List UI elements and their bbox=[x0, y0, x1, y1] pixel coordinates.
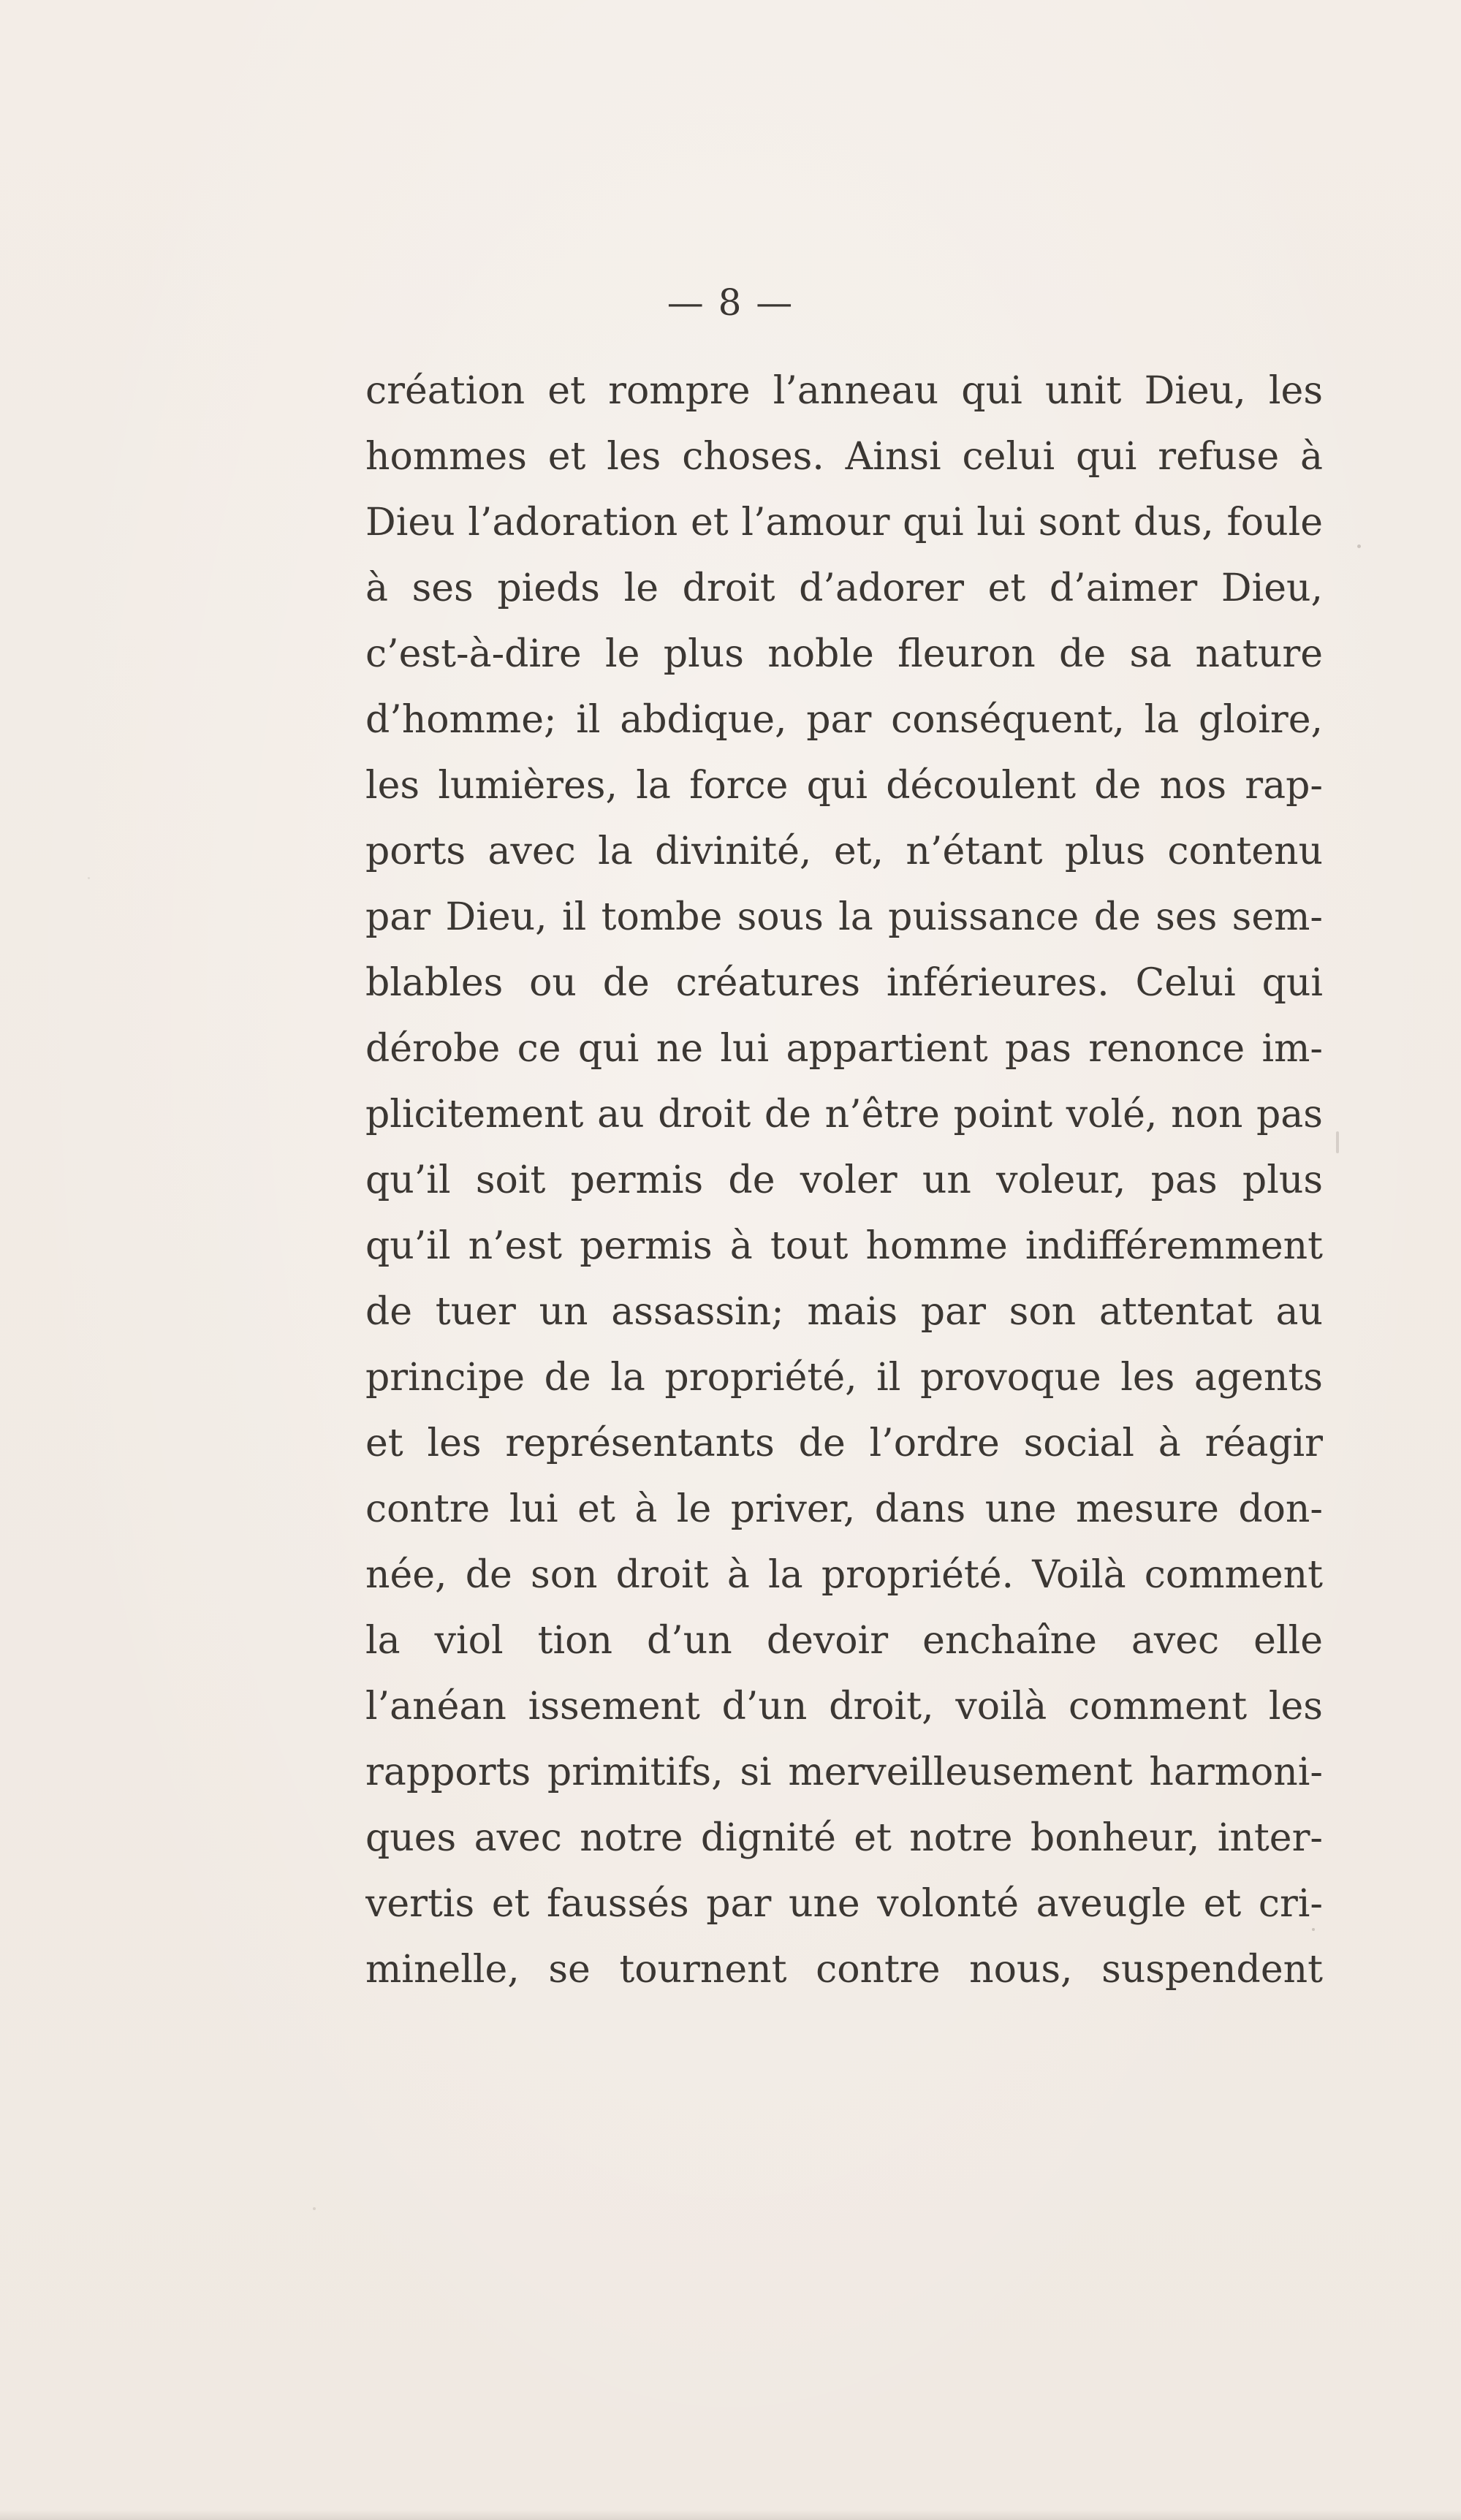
text-line: création et rompre l’anneau qui unit Dieu, les bbox=[365, 369, 1323, 413]
paper-speck bbox=[1312, 1928, 1315, 1931]
text-line: principe de la propriété, il provoque les agents bbox=[365, 1356, 1323, 1400]
text-line: contre lui et à le priver, dans une mesure don- bbox=[365, 1487, 1323, 1531]
text-line: de tuer un assassin; mais par son attentat au bbox=[365, 1290, 1323, 1334]
text-line: c’est-à-dire le plus noble fleuron de sa nature bbox=[365, 632, 1323, 676]
paper-speck bbox=[88, 877, 90, 879]
text-line: vertis et faussés par une volonté aveugle et cri- bbox=[365, 1882, 1323, 1926]
text-line: et les représentants de l’ordre social à réagir bbox=[365, 1422, 1323, 1465]
text-line: rapports primitifs, si merveilleusement harmoni- bbox=[365, 1750, 1323, 1794]
text-line: dérobe ce qui ne lui appartient pas renonce im- bbox=[365, 1027, 1323, 1071]
text-line: qu’il n’est permis à tout homme indifféremment bbox=[365, 1224, 1323, 1268]
paper-speck bbox=[313, 2207, 316, 2210]
text-line: la viol tion d’un devoir enchaîne avec elle bbox=[365, 1619, 1323, 1663]
text-line: plicitement au droit de n’être point volé, non pas bbox=[365, 1093, 1323, 1136]
text-line: minelle, se tournent contre nous, suspendent bbox=[365, 1948, 1323, 1992]
paper-speck bbox=[1357, 544, 1361, 548]
text-line: d’homme; il abdique, par conséquent, la gloire, bbox=[365, 698, 1323, 742]
text-line: hommes et les choses. Ainsi celui qui refuse à bbox=[365, 435, 1323, 479]
text-line: née, de son droit à la propriété. Voilà comment bbox=[365, 1553, 1323, 1597]
page-bottom-edge bbox=[0, 2510, 1461, 2520]
body-text bbox=[365, 358, 1323, 2003]
text-line: l’anéan issement d’un droit, voilà comment les bbox=[365, 1685, 1323, 1728]
text-line: ports avec la divinité, et, n’étant plus contenu bbox=[365, 830, 1323, 873]
text-line: par Dieu, il tombe sous la puissance de ses sem- bbox=[365, 895, 1323, 939]
text-line: Dieu l’adoration et l’amour qui lui sont dus, foule bbox=[365, 501, 1323, 544]
paper-speck bbox=[1336, 1131, 1339, 1153]
text-line: blables ou de créatures inférieures. Celui qui bbox=[365, 961, 1323, 1005]
text-line: ques avec notre dignité et notre bonheur, inter- bbox=[365, 1816, 1323, 1860]
page-number: — 8 — bbox=[667, 281, 794, 324]
text-line: qu’il soit permis de voler un voleur, pas plus bbox=[365, 1158, 1323, 1202]
text-line: à ses pieds le droit d’adorer et d’aimer Dieu, bbox=[365, 566, 1323, 610]
text-line: les lumières, la force qui découlent de nos rap- bbox=[365, 764, 1323, 808]
